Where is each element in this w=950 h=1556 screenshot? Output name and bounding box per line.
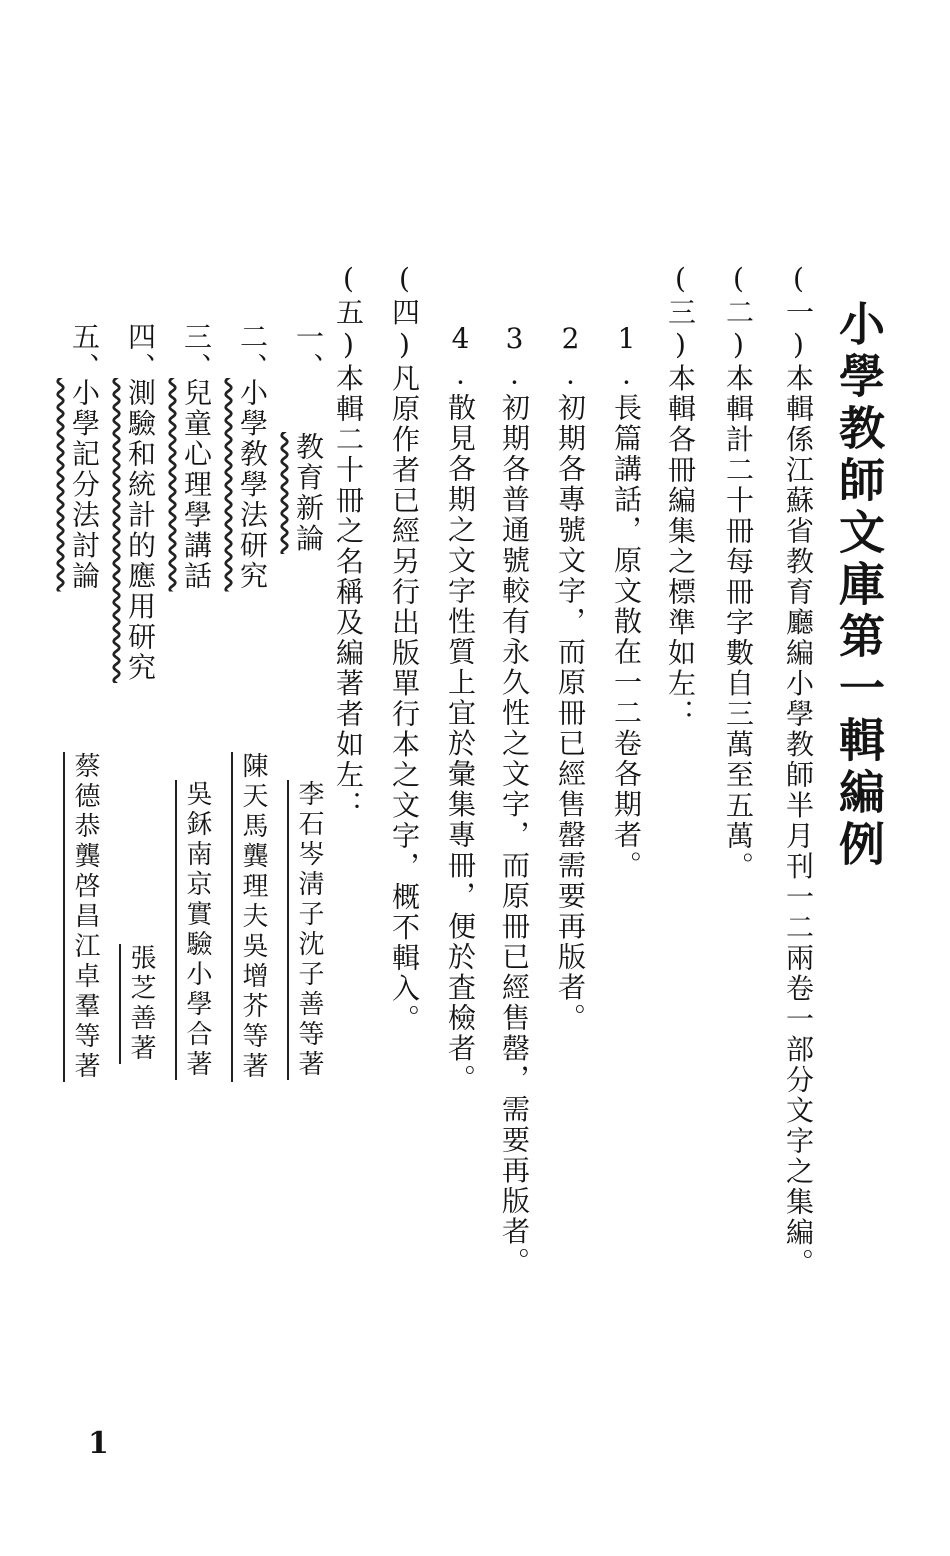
rule-4: (四)凡原作者已經另行出版單行本之文字，概不輯入。 [388, 262, 421, 1035]
book-authors: 李石岑淸子沈子善等著 [294, 780, 324, 1080]
book-number: 四、 [124, 322, 157, 383]
book-title: 測驗和統計的應用研究 [124, 378, 157, 683]
rule-2: (二)本輯計二十冊每冊字數自三萬至五萬。 [722, 262, 755, 882]
rule-5: (五)本輯二十冊之名稱及編著者如左： [332, 262, 365, 821]
book-authors: 張芝善著 [126, 944, 156, 1064]
page-title: 小學教師文庫第一輯編例 [832, 300, 886, 872]
rule-3-item-2: 2.初期各專號文字，而原冊已經售罄需要再版者。 [554, 322, 587, 1034]
rule-3: (三)本輯各冊編集之標準如左： [664, 262, 697, 730]
page-number: 1 [88, 1426, 109, 1461]
book-authors: 蔡德恭龔啓昌江卓羣等著 [70, 752, 100, 1082]
book-title: 小學敎學法研究 [236, 378, 269, 592]
book-authors: 陳天馬龔理夫吳增芥等著 [238, 752, 268, 1082]
book-title: 小學記分法討論 [68, 378, 101, 592]
rule-1: (一)本輯係江蘇省教育廳編小學教師半月刊一二兩卷一部分文字之集編。 [782, 262, 815, 1279]
rule-3-item-4: 4.散見各期之文字性質上宜於彙集專冊，便於査檢者。 [444, 322, 477, 1095]
rule-3-item-3: 3.初期各普通號較有永久性之文字，而原冊已經售罄，需要再版者。 [498, 322, 531, 1278]
book-number: 一、 [292, 322, 325, 383]
book-number: 三、 [180, 322, 213, 383]
book-authors: 吳鉌南京實驗小學合著 [182, 780, 212, 1080]
book-number: 五、 [68, 322, 101, 383]
rule-3-item-1: 1.長篇講話，原文散在一二卷各期者。 [610, 322, 643, 881]
book-title: 兒童心理學講話 [180, 378, 213, 592]
book-number: 二、 [236, 322, 269, 383]
book-title: 教育新論 [292, 432, 325, 554]
